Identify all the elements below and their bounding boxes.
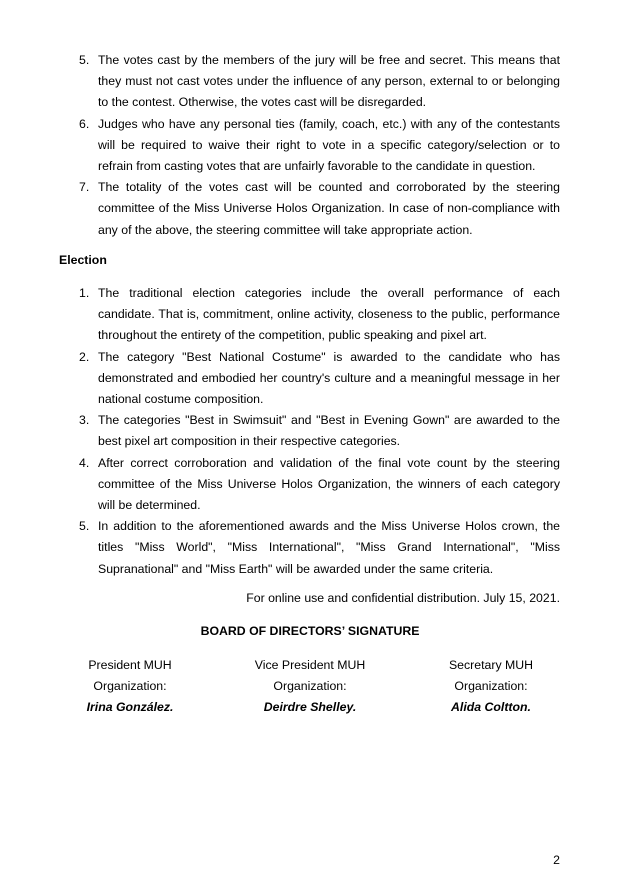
page-number: 2 — [553, 853, 560, 867]
distribution-note: For online use and confidential distribution. July 15, 2021. — [246, 591, 560, 605]
signature-role: Vice President MUH — [254, 658, 366, 672]
list-item-number: 5. — [79, 53, 90, 67]
signature-org: Organization: — [454, 679, 528, 694]
election-list — [79, 283, 560, 580]
list-item-number: 4. — [79, 455, 90, 470]
list-item-text: In addition to the aforementioned awards and the Miss Universe Holos crown, the titles "Miss World", "Miss International", "Miss Grand International", "Miss Supranational" and "Miss Earth" will be awarded under the same criteria. — [98, 519, 560, 576]
jury-rules-list — [79, 50, 560, 241]
signature-name: Irina González. — [86, 700, 174, 715]
list-item-text: The categories "Best in Swimsuit" and "Best in Evening Gown" are awarded to the best pixel art composition in their respective categories. — [98, 413, 560, 449]
signature-title: BOARD OF DIRECTORS’ SIGNATURE — [200, 624, 420, 638]
signature-role: Secretary MUH — [448, 658, 534, 672]
election-heading: Election — [59, 253, 107, 267]
list-item — [79, 453, 560, 517]
signature-org: Organization: — [273, 679, 347, 694]
list-item-number: 3. — [79, 413, 90, 428]
list-item-text: The category "Best National Costume" is awarded to the candidate who has demonstrated and embodied her country's culture and a meaningful message in her national costume composition. — [98, 349, 560, 407]
list-item — [79, 347, 560, 411]
list-item — [79, 410, 560, 452]
list-item — [79, 177, 560, 241]
signature-name: Alida Coltton. — [451, 700, 531, 715]
list-item-text: The traditional election categories include the overall performance of each candidate. That is, commitment, online activity, closeness to the public, performance throughout the entirety of the competition, public speaking and pixel art. — [98, 286, 560, 343]
list-item-number: 5. — [79, 519, 90, 534]
list-item-number: 6. — [79, 116, 90, 131]
signature-org: Organization: — [93, 679, 167, 694]
signature-name: Deirdre Shelley. — [263, 700, 357, 715]
list-item-text: After correct corroboration and validation of the final vote count by the steering committee of the Miss Universe Holos Organization, the winners of each category will be determined. — [98, 455, 560, 513]
list-item-text: The totality of the votes cast will be counted and corroborated by the steering committee of the Miss Universe Holos Organization. In case of non-compliance with any of the above, the steering committee will take appropriate action. — [98, 180, 560, 237]
list-item — [79, 516, 560, 580]
list-item-number: 7. — [79, 180, 90, 195]
list-item-text: Judges who have any personal ties (family, coach, etc.) with any of the contestants will be required to waive their right to vote in a specific category/selection or to refrain from casting votes that are unfairly favorable to the candidate in question. — [98, 116, 560, 174]
list-item — [79, 114, 560, 178]
signature-role: President MUH — [88, 658, 172, 672]
signature-president — [50, 655, 210, 719]
signature-secretary — [411, 655, 571, 719]
list-item-text: The votes cast by the members of the jury will be free and secret. This means that they must not cast votes under the influence of any person, external to or belonging to the contest. Otherwise, the votes cast will be disregarded. — [98, 53, 560, 110]
list-item-number: 2. — [79, 349, 90, 364]
list-item — [79, 50, 560, 114]
list-item-number: 1. — [79, 286, 90, 300]
signature-vice-president — [230, 655, 390, 719]
list-item — [79, 283, 560, 347]
